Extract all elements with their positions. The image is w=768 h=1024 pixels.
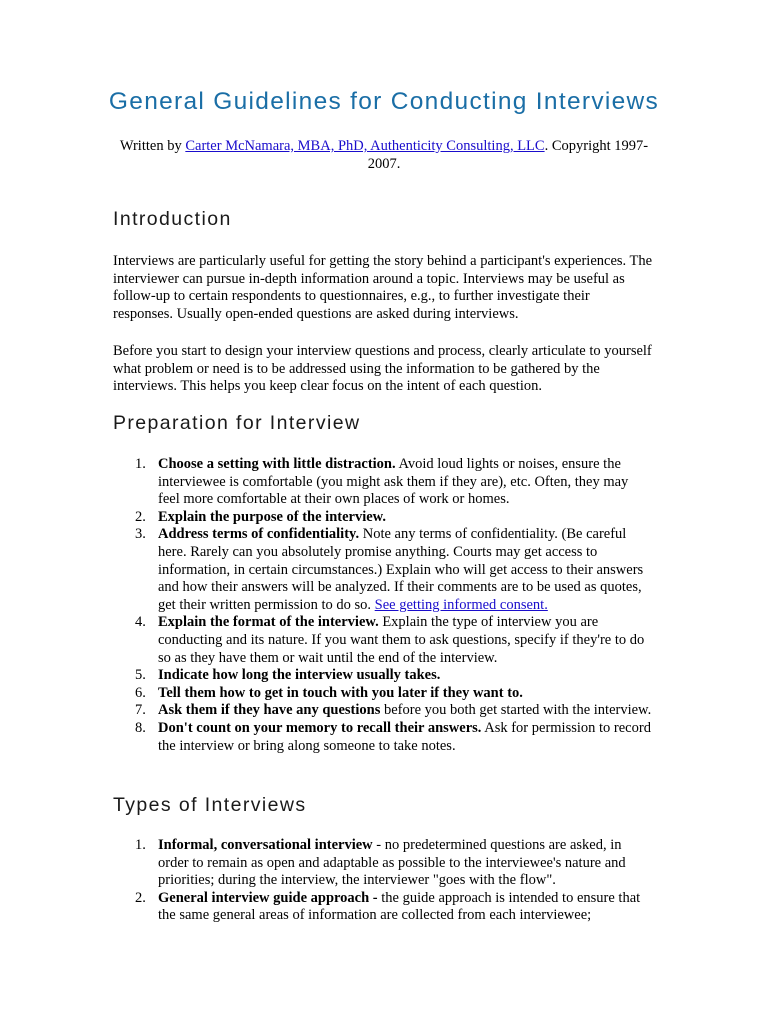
list-item [113, 837, 653, 890]
byline-suffix: . Copyright 1997-2007. [367, 138, 649, 172]
byline-prefix: Written by [119, 138, 186, 154]
list-item [113, 614, 653, 667]
list-number: 2. [135, 508, 146, 525]
item-bold-text: Address terms of confidentiality. [158, 526, 360, 543]
list-number: 6. [135, 684, 146, 701]
item-text: - no predetermined questions are asked, in order to remain as open and adaptable as possible to the interviewee's nature and priorities; during the interview, the interviewer "goes with the flow". [158, 837, 626, 889]
types-heading: Types of Interviews [113, 794, 307, 816]
preparation-heading: Preparation for Interview [113, 412, 361, 434]
introduction-heading: Introduction [113, 208, 232, 230]
item-bold-text: Explain the format of the interview. [158, 614, 379, 631]
preparation-list [113, 456, 653, 755]
item-text: Avoid loud lights or noises, ensure the interviewee is comfortable (you might ask them if they are), etc. Often, they may feel more comfortable at their own places of work or homes. [158, 456, 629, 508]
item-bold-text: Informal, conversational interview [158, 837, 373, 853]
list-item [113, 890, 653, 925]
list-item [113, 702, 653, 720]
list-number: 5. [135, 667, 146, 684]
list-item [113, 667, 653, 685]
informed-consent-link[interactable]: See getting informed consent. [374, 596, 548, 613]
list-item [113, 685, 653, 703]
item-bold-text: Ask them if they have any questions [158, 702, 381, 719]
item-bold-text: Choose a setting with little distraction. [158, 456, 396, 472]
item-text: before you both get started with the interview. [380, 702, 652, 719]
introduction-paragraph-1: Interviews are particularly useful for getting the story behind a participant's experiences. The interviewer can pursue in-depth information around a topic. Interviews may be useful as follow-up to certain respondents to questionnaires, e.g., to further investigate their responses. Usually open-ended questions are asked during interviews. [113, 253, 653, 322]
item-bold-text: Explain the purpose of the interview. [158, 508, 386, 525]
item-text: Explain the type of interview you are conducting and its nature. If you want them to ask questions, specify if they're to do so as they have them or wait until the end of the interview. [158, 614, 645, 666]
introduction-paragraph-2: Before you start to design your interview questions and process, clearly articulate to yourself what problem or need is to be addressed using the information to be gathered by the interviews. This helps you keep clear focus on the intent of each question. [113, 343, 652, 395]
list-item [113, 456, 653, 509]
list-item [113, 526, 653, 614]
list-number: 7. [135, 702, 146, 719]
item-text: Ask for permission to record the interview or bring along someone to take notes. [158, 719, 651, 754]
list-item [113, 509, 653, 527]
list-number: 8. [135, 719, 146, 736]
list-number: 3. [135, 526, 146, 543]
item-text: the guide approach is intended to ensure that the same general areas of information are collected from each interviewee; [158, 889, 641, 924]
list-number: 1. [135, 837, 146, 853]
list-item [113, 720, 653, 755]
document-title: General Guidelines for Conducting Interviews [108, 88, 660, 115]
item-bold-text: Don't count on your memory to recall their answers. [158, 719, 482, 736]
types-list [113, 837, 653, 925]
byline [118, 137, 650, 173]
list-number: 2. [135, 889, 146, 906]
list-number: 4. [135, 614, 146, 631]
item-bold-text: General interview guide approach - [158, 889, 378, 906]
item-bold-text: Indicate how long the interview usually takes. [158, 667, 441, 684]
item-bold-text: Tell them how to get in touch with you later if they want to. [158, 684, 523, 701]
list-number: 1. [135, 456, 146, 472]
item-text: Note any terms of confidentiality. (Be careful here. Rarely can you absolutely promise anything. Courts may get access to information, in certain circumstances.) Explain who will get access to their answers and how their answers will be analyzed. If their comments are to be used as quotes, get their written permission to do so. [158, 526, 644, 613]
author-link[interactable]: Carter McNamara, MBA, PhD, Authenticity Consulting, LLC [185, 138, 545, 154]
